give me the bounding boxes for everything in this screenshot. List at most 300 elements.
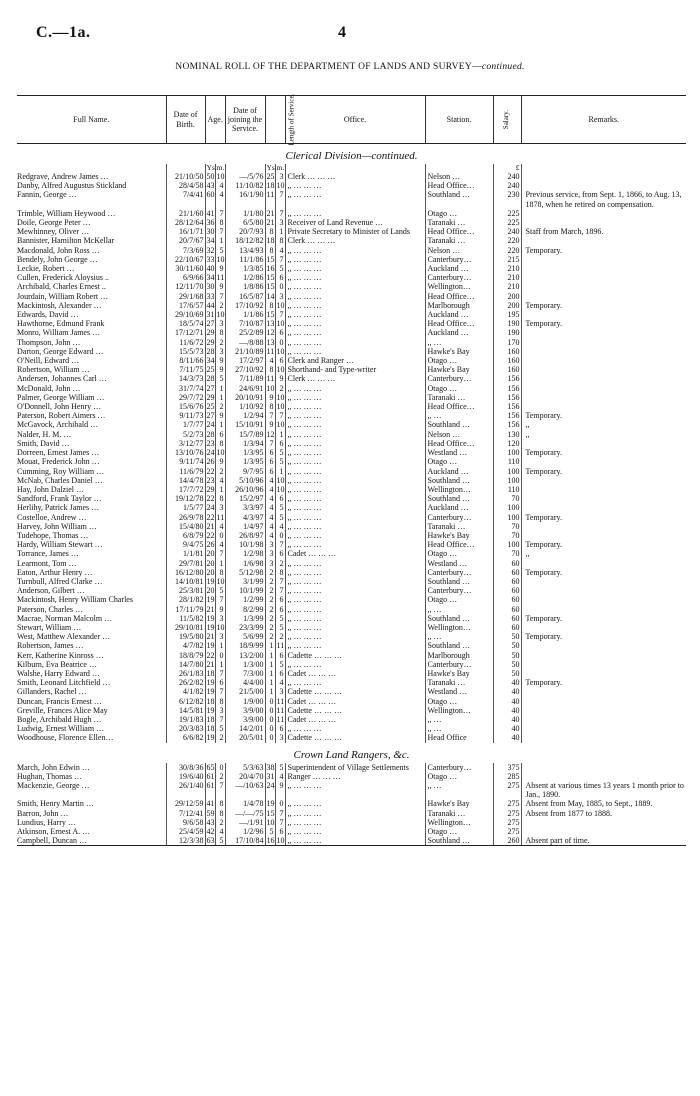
cell-name: Leckie, Robert … [17, 264, 75, 274]
cell-name: March, John Edwin … [17, 762, 90, 772]
table-row [17, 384, 686, 393]
table-row [17, 439, 686, 448]
cell-service-months: 6 [275, 439, 285, 448]
cell-remarks: Temporary. [521, 614, 686, 623]
cell-age-years: 26 [206, 540, 215, 550]
cell-age-years: 41 [206, 208, 215, 218]
table-row [17, 660, 686, 669]
cell-dob: 6/6/82 [166, 733, 205, 742]
cell-service-years: 2 [265, 632, 275, 641]
cell-name: Hay, John Dalziel … [17, 484, 85, 494]
cell-joined: 16/1/90 [225, 190, 265, 208]
cell-service-months: 5 [275, 623, 285, 632]
table-row [17, 301, 686, 310]
cell-service-months: 2 [275, 559, 285, 568]
cell-office: Cadette … … … [285, 706, 425, 715]
cell-service-years: 21 [266, 208, 275, 218]
cell-joined: 7/3/00 [225, 669, 265, 678]
cell-salary: 40 [493, 715, 521, 724]
cell-office: ,, … … … [285, 393, 425, 402]
cell-age-months: 9 [215, 264, 225, 273]
cell-remarks [521, 457, 686, 466]
cell-age-months: 7 [215, 595, 225, 604]
cell-service-years: 3 [265, 549, 275, 558]
cell-service-years: 10 [266, 383, 275, 393]
cell-joined: 6/5/80 [225, 218, 265, 227]
cell-office: ,, … … … [285, 522, 425, 531]
table-row [17, 641, 686, 650]
cell-age-years: 32 [206, 245, 215, 255]
cell-dob: 21/1/60 [166, 209, 205, 218]
cell-service-months: 7 [275, 190, 285, 208]
cell-service-months: 7 [275, 586, 285, 595]
cell-station: Otago … [425, 772, 493, 781]
cell-station: Hawke's Bay [425, 347, 493, 356]
cell-office: ,, … … … [285, 190, 425, 208]
cell-service-months: 3 [275, 687, 285, 696]
cell-dob: 18/5/74 [166, 319, 205, 328]
cell-joined: 1/3/85 [225, 264, 265, 273]
cell-joined: 23/3/99 [225, 623, 265, 632]
cell-station: Wellington… [425, 706, 493, 715]
cell-salary: 100 [493, 513, 521, 522]
cell-name: Stewart, William … [17, 622, 82, 632]
cell-joined: 1/3/99 [225, 614, 265, 623]
cell-name: Archibald, Charles Ernest .. [17, 282, 106, 292]
table-row [17, 356, 686, 365]
cell-joined: 17/10/92 [225, 301, 265, 310]
cell-salary: 60 [493, 614, 521, 623]
cell-joined: —/5/76 [225, 172, 265, 181]
cell-station: Wellington… [425, 623, 493, 632]
cell-office: ,, … … … [285, 292, 425, 301]
cell-joined: 1/10/92 [225, 402, 265, 411]
cell-service-years: 2 [265, 595, 275, 604]
cell-service-years: 18 [266, 181, 275, 191]
cell-salary: 210 [493, 273, 521, 282]
cell-dob: 17/7/72 [166, 485, 205, 494]
cell-dob: 12/3/38 [166, 836, 205, 846]
cell-name: Walshe, Harry Edward … [17, 668, 100, 678]
cell-station: Taranaki … [425, 218, 493, 227]
cell-age-years: 60 [205, 190, 215, 208]
cell-remarks [521, 282, 686, 291]
cell-name: Torrance, James … [17, 549, 79, 559]
cell-station: Westland … [425, 687, 493, 696]
cell-joined: 13/4/93 [225, 246, 265, 255]
cell-service-months: 0 [275, 531, 285, 540]
cell-age-years: 28 [206, 374, 215, 384]
cell-service-years: 11 [266, 346, 275, 356]
units-row [17, 164, 686, 172]
cell-dob: 15/4/80 [166, 522, 205, 531]
cell-remarks [521, 209, 686, 218]
table-row [17, 273, 686, 282]
cell-age-months: 3 [215, 503, 225, 512]
cell-remarks [521, 218, 686, 227]
cell-remarks [521, 687, 686, 696]
cell-station: Canterbury… [425, 374, 493, 383]
cell-name: Bogle, Archibald Hugh … [17, 714, 102, 724]
cell-name: Duncan, Francis Ernest … [17, 696, 102, 706]
cell-joined: 20/7/93 [225, 227, 265, 236]
cell-salary: 70 [493, 522, 521, 531]
cell-service-years: 11 [266, 374, 275, 384]
cell-service-years: 1 [265, 651, 275, 660]
cell-salary: 100 [493, 503, 521, 512]
cell-service-years: 4 [265, 476, 275, 485]
cell-age-months: 1 [215, 384, 225, 393]
cell-age-years: 22 [206, 512, 215, 522]
cell-service-years: 2 [265, 586, 275, 595]
cell-remarks: Absent at various times 13 years 1 month prior to Jan., 1890. [521, 781, 686, 799]
cell-service-years: 11 [265, 190, 275, 208]
cell-age-months: 7 [215, 715, 225, 724]
cell-joined: 1/8/86 [225, 282, 265, 291]
cell-service-months: 2 [275, 632, 285, 641]
cell-age-months: 8 [215, 697, 225, 706]
cell-service-years: 12 [266, 328, 275, 338]
cell-name: Darton, George Edward … [17, 346, 104, 356]
cell-salary: 110 [493, 457, 521, 466]
units-cell [425, 164, 493, 172]
cell-service-months: 3 [275, 218, 285, 227]
cell-name: Bannister, Hamilton McKellar [17, 236, 115, 246]
cell-office: ,, … … … [285, 420, 425, 429]
cell-age-months: 3 [215, 632, 225, 641]
cell-name: O'Neill, Edward … [17, 356, 80, 366]
cell-salary: 100 [493, 448, 521, 457]
cell-salary: 156 [493, 384, 521, 393]
cell-service-years: 2 [265, 605, 275, 614]
cell-remarks [521, 559, 686, 568]
cell-name: Nalder, H. M. … [17, 429, 72, 439]
table-row [17, 227, 686, 236]
cell-dob: 19/5/80 [166, 632, 205, 641]
cell-station: ,, … [425, 724, 493, 733]
cell-service-years: 0 [265, 697, 275, 706]
cell-service-months: 3 [275, 172, 285, 181]
cell-joined: 15/2/97 [225, 494, 265, 503]
cell-service-months: 7 [275, 255, 285, 264]
cell-salary: 60 [493, 586, 521, 595]
cell-age-years: 31 [206, 310, 215, 320]
cell-service-months: 1 [275, 227, 285, 236]
cell-station: Hawke's Bay [425, 669, 493, 678]
cell-remarks [521, 651, 686, 660]
cell-office: ,, … … … [285, 836, 425, 846]
table-row [17, 476, 686, 485]
table-row [17, 623, 686, 632]
cell-remarks [521, 605, 686, 614]
cell-age-months: 10 [216, 576, 225, 586]
cell-salary: 60 [493, 595, 521, 604]
cell-name: Harvey, John William … [17, 521, 97, 531]
cell-age-years: 19 [206, 705, 215, 715]
cell-age-years: 43 [206, 181, 215, 191]
cell-name: Atkinson, Ernest A. … [17, 827, 91, 837]
table-row [17, 172, 686, 181]
cell-station: Hawke's Bay [425, 799, 493, 808]
cell-remarks [521, 623, 686, 632]
cell-name: Woodhouse, Florence Ellen… [17, 733, 114, 743]
cell-dob: 29/10/81 [166, 623, 205, 632]
cell-dob: 16/1/71 [166, 227, 205, 236]
cell-remarks [521, 586, 686, 595]
table-row [17, 678, 686, 687]
cell-station: Canterbury… [425, 568, 493, 577]
cell-salary: 275 [493, 818, 521, 827]
units-cell [521, 164, 686, 172]
cell-service-years: 8 [265, 246, 275, 255]
cell-office: ,, … … … [285, 513, 425, 522]
cell-station: Otago … [425, 549, 493, 558]
cell-age-years: 36 [206, 218, 215, 228]
cell-remarks [521, 827, 686, 836]
cell-remarks: Absent from 1877 to 1888. [521, 809, 686, 818]
cell-dob: 28/1/82 [166, 595, 205, 604]
cell-office: ,, … … … [285, 614, 425, 623]
cell-age-months: 2 [215, 301, 225, 310]
cell-service-months: 6 [275, 328, 285, 337]
cell-service-years: 8 [265, 402, 275, 411]
cell-age-months: 8 [215, 218, 225, 227]
cell-station: Otago … [425, 595, 493, 604]
cell-salary: 40 [493, 697, 521, 706]
section-heading-row [17, 743, 686, 763]
cell-name: Ludwig, Ernest William … [17, 724, 105, 734]
cell-salary: 210 [493, 264, 521, 273]
table-row [17, 319, 686, 328]
cell-office: Clerk … … … [285, 172, 425, 181]
cell-age-years: 18 [206, 714, 215, 724]
cell-service-years: 16 [266, 836, 275, 846]
cell-salary: 110 [493, 485, 521, 494]
cell-service-months: 5 [275, 503, 285, 512]
cell-name: Hawthorne, Edmund Frank [17, 319, 105, 329]
table-row [17, 338, 686, 347]
cell-office: ,, … … … [285, 586, 425, 595]
cell-service-years: 16 [266, 264, 275, 274]
cell-name: Barron, John … [17, 808, 69, 818]
cell-dob: 3/12/77 [166, 439, 205, 448]
cell-service-months: 10 [276, 300, 285, 310]
cell-salary: 160 [493, 365, 521, 374]
cell-station: Auckland … [425, 310, 493, 319]
unit-years: Ys. [266, 163, 277, 172]
cell-dob: 19/1/83 [166, 715, 205, 724]
cell-dob: 25/3/81 [166, 586, 205, 595]
cell-office: ,, … … … [285, 476, 425, 485]
cell-service-years: 6 [265, 457, 275, 466]
cell-joined: 25/2/89 [225, 328, 265, 337]
table-row [17, 522, 686, 531]
cell-service-months: 6 [275, 669, 285, 678]
cell-salary: 40 [493, 687, 521, 696]
cell-dob: 21/10/50 [166, 172, 205, 181]
cell-service-years: 24 [265, 781, 275, 799]
cell-service-years: 0 [265, 715, 275, 724]
table-row [17, 687, 686, 696]
cell-service-years: 15 [266, 282, 275, 292]
cell-dob: 20/3/83 [166, 724, 205, 733]
cell-name: Mackenzie, George … [17, 781, 90, 790]
cell-office: Ranger … … … [285, 772, 425, 781]
cell-office: ,, … … … [285, 818, 425, 827]
section-heading: Crown Land Rangers, &c. [293, 748, 410, 761]
table-row [17, 549, 686, 558]
cell-office: Cadette … … … [285, 687, 425, 696]
cell-service-years: 25 [266, 172, 275, 181]
cell-salary: 60 [493, 605, 521, 614]
cell-age-months: 0 [215, 651, 225, 660]
cell-dob: 13/10/76 [166, 448, 205, 457]
cell-service-months: 4 [275, 678, 285, 687]
cell-service-months: 4 [275, 522, 285, 531]
cell-age-months: 8 [215, 328, 225, 337]
cell-age-months: 7 [215, 781, 225, 799]
cell-dob: 11/5/82 [166, 614, 205, 623]
cell-station: Canterbury… [425, 763, 493, 772]
cell-joined: 10/1/99 [225, 586, 265, 595]
cell-office: Cadet … … … [285, 549, 425, 558]
cell-office: Cadet … … … [285, 715, 425, 724]
cell-remarks [521, 715, 686, 724]
cell-salary: 240 [493, 181, 521, 190]
cell-joined: 21/5/00 [225, 687, 265, 696]
cell-service-years: 6 [265, 467, 275, 476]
cell-remarks [521, 264, 686, 273]
column-header-join: Date of joining the Service. [225, 96, 265, 144]
cell-office: ,, … … … [285, 282, 425, 291]
cell-service-years: 4 [265, 513, 275, 522]
cell-dob: 26/1/83 [166, 669, 205, 678]
cell-service-years: 3 [265, 540, 275, 549]
cell-name: Anderson, Gilbert … [17, 586, 85, 596]
cell-age-years: 24 [206, 503, 215, 513]
cell-joined: 1/2/98 [225, 549, 265, 558]
cell-remarks [521, 697, 686, 706]
cell-station: Southland … [425, 190, 493, 208]
cell-service-months: 3 [275, 292, 285, 301]
cell-office: Private Secretary to Minister of Lands [285, 227, 425, 236]
cell-age-months: 10 [216, 448, 225, 458]
cell-station: Auckland … [425, 328, 493, 337]
cell-age-years: 18 [206, 668, 215, 678]
cell-dob: 1/1/81 [166, 549, 205, 558]
cell-joined: 27/10/92 [225, 365, 265, 374]
cell-salary: 275 [493, 799, 521, 808]
cell-age-months: 5 [215, 246, 225, 255]
cell-station: Marlborough [425, 301, 493, 310]
cell-office: ,, … … … [285, 255, 425, 264]
cell-remarks [521, 503, 686, 512]
cell-office: ,, … … … [285, 328, 425, 337]
cell-dob: 7/12/41 [166, 809, 205, 818]
cell-dob: 1/5/77 [166, 503, 205, 512]
cell-service-years: 13 [266, 319, 275, 329]
cell-age-months: 2 [215, 467, 225, 476]
cell-salary: 40 [493, 678, 521, 687]
cell-remarks [521, 172, 686, 181]
cell-dob: 7/4/41 [166, 190, 205, 208]
cell-service-months: 7 [275, 809, 285, 818]
table-row [17, 632, 686, 641]
cell-age-years: 34 [206, 356, 215, 366]
cell-dob: 1/7/77 [166, 420, 205, 429]
cell-service-years: 0 [265, 733, 275, 742]
cell-age-years: 20 [206, 567, 215, 577]
cell-dob: 29/1/68 [166, 292, 205, 301]
cell-joined: —/—/75 [225, 809, 265, 818]
cell-service-months: 7 [275, 310, 285, 319]
table-row [17, 246, 686, 255]
cell-service-months: 10 [276, 402, 285, 412]
cell-age-months: 7 [215, 549, 225, 558]
cell-service-months: 7 [275, 540, 285, 549]
cell-service-months: 9 [275, 374, 285, 383]
cell-salary: 285 [493, 772, 521, 781]
cell-station: Head Office… [425, 540, 493, 549]
cell-name: Kerr, Katherine Kinross … [17, 650, 104, 660]
cell-service-years: 8 [265, 301, 275, 310]
cell-salary: 50 [493, 660, 521, 669]
cell-station: Westland … [425, 448, 493, 457]
cell-service-years: 9 [265, 393, 275, 402]
cell-service-years: 5 [265, 827, 275, 836]
cell-salary: 200 [493, 292, 521, 301]
table-row [17, 467, 686, 476]
cell-dob: 6/8/79 [166, 531, 205, 540]
cell-age-months: 0 [215, 763, 225, 772]
cell-station: Taranaki … [425, 236, 493, 245]
cell-service-months: 7 [275, 818, 285, 827]
cell-office: ,, … … … [285, 781, 425, 799]
cell-age-years: 40 [206, 264, 215, 274]
cell-service-months: 4 [275, 246, 285, 255]
cell-name: Learmont, Tom … [17, 558, 77, 568]
cell-service-months: 5 [275, 264, 285, 273]
cell-remarks [521, 384, 686, 393]
cell-joined: 20/10/91 [225, 393, 265, 402]
cell-service-months: 11 [276, 705, 285, 715]
cell-dob: 19/6/40 [166, 772, 205, 781]
cell-salary: 70 [493, 531, 521, 540]
cell-service-months: 10 [276, 346, 285, 356]
cell-service-months: 5 [275, 614, 285, 623]
cell-service-years: 6 [265, 448, 275, 457]
cell-joined: 5/3/63 [225, 763, 265, 772]
cell-age-months: 4 [215, 181, 225, 190]
cell-joined: 1/9/00 [225, 697, 265, 706]
cell-service-years: 0 [265, 706, 275, 715]
cell-remarks [521, 402, 686, 411]
table-row [17, 236, 686, 245]
cell-service-years: 4 [265, 503, 275, 512]
cell-joined: 1/3/00 [225, 660, 265, 669]
table-row [17, 310, 686, 319]
cell-name: Paterson, Robert Aimers … [17, 411, 106, 421]
cell-age-years: 24 [206, 448, 215, 458]
cell-remarks [521, 669, 686, 678]
cell-age-years: 21 [206, 632, 215, 642]
cell-joined: 1/3/95 [225, 448, 265, 457]
cell-remarks [521, 485, 686, 494]
table-row [17, 494, 686, 503]
cell-age-years: 20 [206, 586, 215, 596]
cell-remarks: Absent part of time. [521, 836, 686, 846]
cell-service-months: 5 [275, 660, 285, 669]
